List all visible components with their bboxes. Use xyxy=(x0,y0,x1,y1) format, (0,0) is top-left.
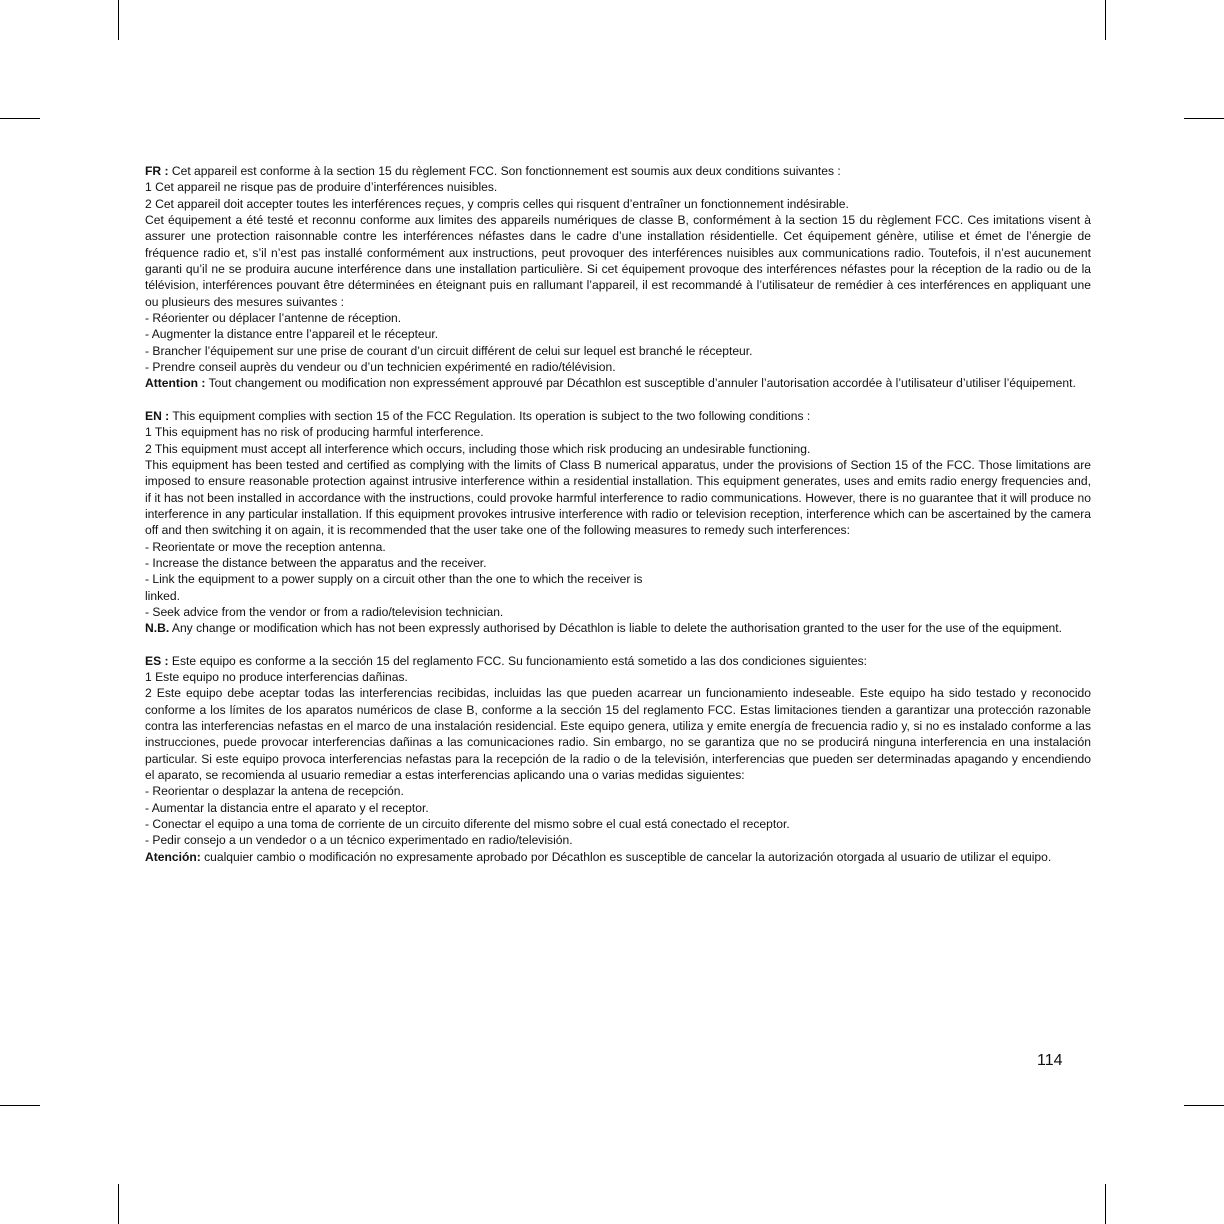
fr-label: FR : xyxy=(145,164,169,178)
en-body: This equipment has been tested and certified as complying with the limits of Class B numerical apparatus, under the provisions of Section 15 of the FCC. Those limitations are imposed to ensure reasonable protection against intrusive interference within a residential installation. This equipment generates, uses and emits radio energy frequencies and, if it has not been installed in accordance with the instructions, could provoke harmful interference to radio communications. However, there is no guarantee that it will produce no interference in any particular installation. If this equipment provokes intrusive interference with radio or television reception, interference which can be ascertained by the camera off and then switching it on again, it is recommended that the user take one of the following measures to remedy such interferences: xyxy=(145,457,1091,538)
fr-condition-1: 1 Cet appareil ne risque pas de produire d’interférences nuisibles. xyxy=(145,180,498,195)
en-intro-text: This equipment complies with section 15 of the FCC Regulation. Its operation is subject to the two following conditions : xyxy=(169,408,811,423)
en-note xyxy=(145,620,1091,636)
fr-note xyxy=(145,375,1091,391)
en-measure: - Increase the distance between the apparatus and the receiver. xyxy=(145,555,487,570)
es-body: 2 Este equipo debe aceptar todas las interferencias recibidas, incluidas las que pueden acarrear un funcionamiento indeseable. Este equipo ha sido testado y reconocido conforme a los límites de los aparatos numéricos de clase B, conforme a la sección 15 del reglamento FCC. Estas limitaciones tienden a garantizar una protección razonable contra las interferencias nefastas en el marco de una instalación residencial. Este equipo genera, utiliza y emite energía de frecuencia radio y, si no es instalado conforme a las instrucciones, puede provocar interferencias dañinas a las comunicaciones radio. Sin embargo, no se garantiza que no se producirá ninguna interferencia en una instalación particular. Si este equipo provoca interferencias nefastas para la recepción de la radio o de la televisión, interferencias que pueden ser determinadas apagando y encendiendo el aparato, se recomienda al usuario remediar a estas interferencias aplicando una o varias medidas siguientes: xyxy=(145,686,1091,783)
es-note-text: cualquier cambio o modificación no expresamente aprobado por Décathlon es susceptible de cancelar la autorización otorgada al usuario de utilizar el equipo. xyxy=(200,849,1052,864)
fr-measure: - Brancher l’équipement sur une prise de courant d’un circuit différent de celui sur lequel est branché le récepteur. xyxy=(145,343,753,358)
es-measure: - Aumentar la distancia entre el aparato y el receptor. xyxy=(145,800,429,815)
fr-measure: - Réorienter ou déplacer l’antenne de réception. xyxy=(145,311,402,326)
en-intro xyxy=(145,408,1091,424)
fcc-statement xyxy=(145,163,1091,865)
en-label: EN : xyxy=(145,408,170,423)
crop-mark-bottom-left xyxy=(118,1184,119,1224)
es-note xyxy=(145,849,1091,865)
fr-condition-2: 2 Cet appareil doit accepter toutes les interférences reçues, y compris celles qui risquent d’entraîner un fonctionnement indésirable. xyxy=(145,196,849,211)
es-intro xyxy=(145,653,1091,669)
crop-mark-right-top xyxy=(1184,118,1224,119)
crop-mark-top-left xyxy=(118,0,119,40)
es-label: ES : xyxy=(145,653,169,668)
en-condition-1: 1 This equipment has no risk of producing harmful interference. xyxy=(145,425,484,440)
en-note-text: Any change or modification which has not been expressly authorised by Décathlon is liable to delete the authorisation granted to the user for the use of the equipment. xyxy=(169,621,1062,636)
es-measure: - Pedir consejo a un vendedor o a un técnico experimentado en radio/televisión. xyxy=(145,833,573,848)
fr-intro-text: Cet appareil est conforme à la section 15 du règlement FCC. Son fonctionnement est soumis aux deux conditions suivantes : xyxy=(168,164,841,178)
es-measure: - Reorientar o desplazar la antena de recepción. xyxy=(145,784,404,799)
crop-mark-bottom-right xyxy=(1105,1184,1106,1224)
fr-measure: - Augmenter la distance entre l’appareil et le récepteur. xyxy=(145,327,439,342)
fr-measure: - Prendre conseil auprès du vendeur ou d’un technicien expérimenté en radio/télévision. xyxy=(145,360,616,375)
en-measure: - Reorientate or move the reception antenna. xyxy=(145,539,386,554)
fr-intro xyxy=(145,163,1091,179)
es-measure: - Conectar el equipo a una toma de corriente de un circuito diferente del mismo sobre el cual está conectado el receptor. xyxy=(145,817,790,832)
crop-mark-left-bottom xyxy=(0,1105,40,1106)
es-condition-1: 1 Este equipo no produce interferencias dañinas. xyxy=(145,669,408,684)
es-note-label: Atención: xyxy=(145,849,201,864)
fr-note-text: Tout changement ou modification non expressément approuvé par Décathlon est susceptible d’annuler l’autorisation accordée à l’utilisateur d’utiliser l’équipement. xyxy=(205,376,1076,391)
en-measure: linked. xyxy=(145,588,180,603)
crop-mark-left-top xyxy=(0,118,40,119)
section-fr xyxy=(145,163,1091,392)
crop-mark-top-right xyxy=(1105,0,1106,40)
fr-note-label: Attention : xyxy=(145,376,206,391)
en-measure: - Seek advice from the vendor or from a radio/television technician. xyxy=(145,604,504,619)
section-es xyxy=(145,653,1091,865)
fr-body: Cet équipement a été testé et reconnu conforme aux limites des appareils numériques de classe B, conformément à la section 15 du règlement FCC. Ces imitations visent à assurer une protection raisonnable contre les interférences néfastes dans le cadre d’une installation résidentielle. Cet équipement génère, utilise et émet de l’énergie de fréquence radio et, s’il n’est pas installé conformément aux instructions, peut provoquer des interférences nuisibles aux communications radio. Toutefois, il n’est aucunement garanti qu’il ne se produira aucune interférence dans une installation particulière. Si cet équipement provoque des interférences néfastes pour la réception de la radio ou de la télévision, interférences pouvant être déterminées en éteignant puis en rallumant l’appareil, il est recommandé à l’utilisateur de remédier à ces interférences en appliquant une ou plusieurs des mesures suivantes : xyxy=(145,213,1091,309)
page-number: 114 xyxy=(1037,1052,1063,1069)
en-note-label: N.B. xyxy=(145,621,170,636)
en-condition-2: 2 This equipment must accept all interference which occurs, including those which risk producing an undesirable functioning. xyxy=(145,441,811,456)
es-intro-text: Este equipo es conforme a la sección 15 del reglamento FCC. Su funcionamiento está sometido a las dos condiciones siguientes: xyxy=(168,653,868,668)
en-measure: - Link the equipment to a power supply on a circuit other than the one to which the receiver is xyxy=(145,572,643,587)
crop-mark-right-bottom xyxy=(1184,1105,1224,1106)
section-en xyxy=(145,408,1091,637)
